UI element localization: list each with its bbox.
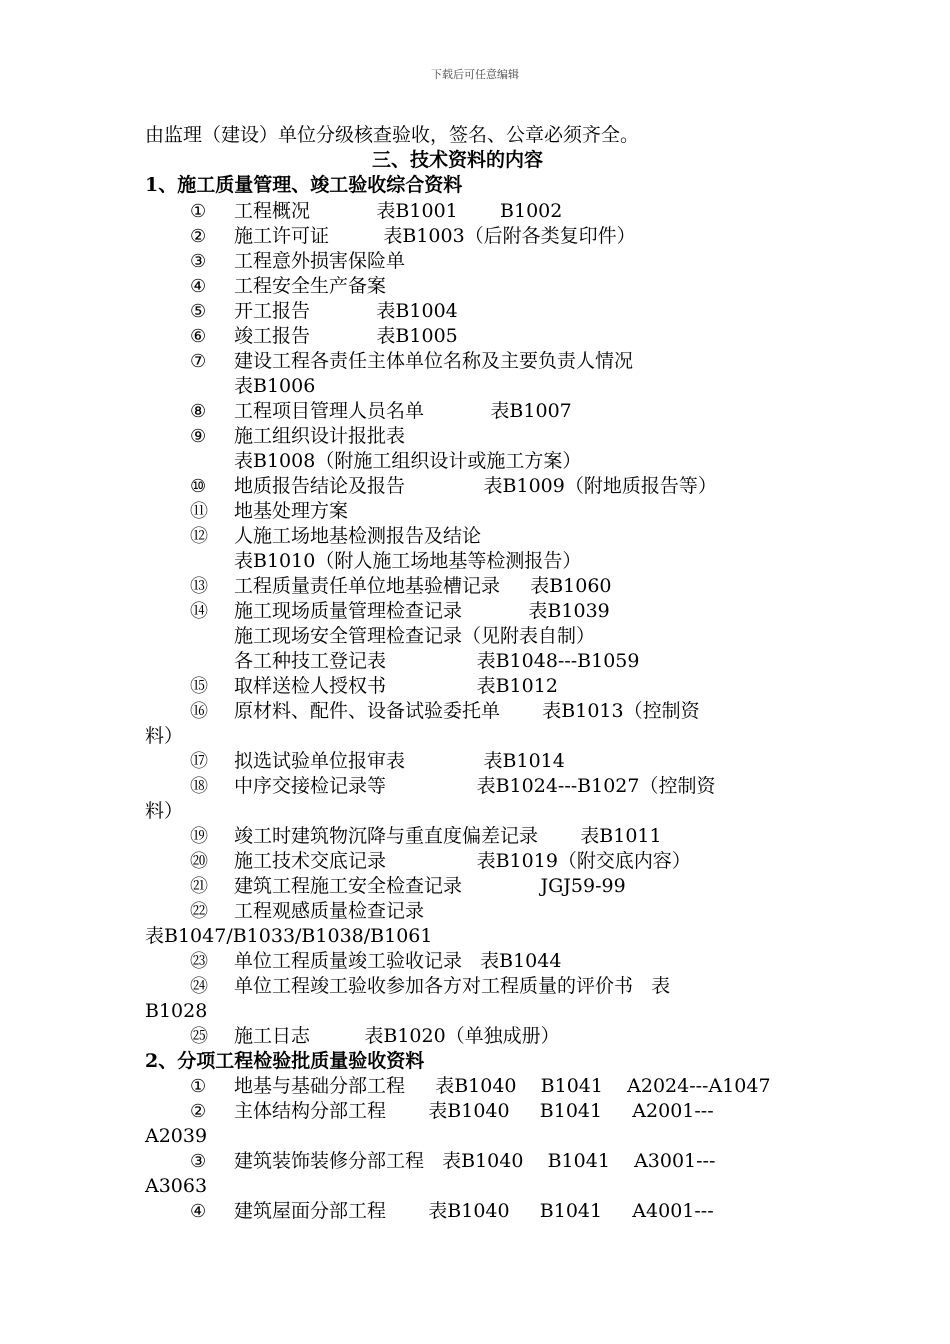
item-text: 工程质量责任单位地基验槽记录 表B1060 [234,575,612,597]
item-number: ⑲ [190,826,208,847]
intro-line: 由监理（建设）单位分级核查验收，签名、公章必须齐全。 [145,124,640,146]
item-text: 建筑装饰装修分部工程 表B1040 B1041 A3001--- [234,1150,716,1172]
item-number: ④ [190,276,207,297]
item-number: ⑳ [190,851,208,872]
item-text: 料） [145,725,184,747]
item-number: ⑦ [190,351,207,372]
item-number: ⑩ [190,476,207,497]
item-text: 地质报告结论及报告 表B1009（附地质报告等） [234,475,717,497]
item-text: 工程观感质量检查记录 [234,900,425,922]
item-number: ⑰ [190,751,208,772]
item-number: ⑭ [190,601,208,622]
item-text: 原材料、配件、设备试验委托单 表B1013（控制资 [234,700,700,722]
item-number: ① [190,1076,207,1097]
item-text: 建筑工程施工安全检查记录 JGJ59-99 [234,875,626,897]
item-number: ③ [190,1151,207,1172]
item-number: ㉒ [190,901,208,922]
item-text: B1028 [145,1000,208,1022]
item-text: 建筑屋面分部工程 表B1040 B1041 A4001--- [234,1200,714,1222]
item-text: 施工许可证 表B1003（后附各类复印件） [234,225,636,247]
section-2-heading: 2、分项工程检验批质量验收资料 [145,1050,425,1072]
item-text: 表B1010（附人施工场地基等检测报告） [234,550,582,572]
item-text: 竣工时建筑物沉降与重直度偏差记录 表B1011 [234,825,662,847]
item-text: 表B1006 [234,375,316,397]
item-text: 地基处理方案 [234,500,349,522]
item-text: A3063 [145,1175,208,1197]
item-number: ⑮ [190,676,208,697]
item-text: 单位工程质量竣工验收记录 表B1044 [234,950,562,972]
item-number: ① [190,201,207,222]
item-text: 工程意外损害保险单 [234,250,406,272]
item-text: 施工现场安全管理检查记录（见附表自制） [234,625,596,647]
item-text: 工程安全生产备案 [234,275,387,297]
item-text: 主体结构分部工程 表B1040 B1041 A2001--- [234,1100,714,1122]
item-text: 人施工场地基检测报告及结论 [234,525,482,547]
item-text: 中序交接检记录等 表B1024---B1027（控制资 [234,775,716,797]
item-text: 表B1047/B1033/B1038/B1061 [145,925,433,947]
item-text: 施工组织设计报批表 [234,425,406,447]
item-number: ② [190,1101,207,1122]
item-number: ⑧ [190,401,207,422]
item-number: ㉑ [190,876,208,897]
item-number: ⑨ [190,426,207,447]
item-number: ⑤ [190,301,207,322]
item-text: 单位工程竣工验收参加各方对工程质量的评价书 表 [234,975,671,997]
item-text: 工程概况 表B1001 B1002 [234,200,563,222]
item-number: ㉕ [190,1026,208,1047]
item-text: 竣工报告 表B1005 [234,325,458,347]
item-number: ③ [190,251,207,272]
item-text: A2039 [145,1125,208,1147]
item-number: ㉔ [190,976,208,997]
item-number: ② [190,226,207,247]
item-text: 开工报告 表B1004 [234,300,458,322]
item-text: 施工技术交底记录 表B1019（附交底内容） [234,850,691,872]
item-text: 施工现场质量管理检查记录 表B1039 [234,600,610,622]
item-text: 取样送检人授权书 表B1012 [234,675,558,697]
item-text: 各工种技工登记表 表B1048---B1059 [234,650,640,672]
item-number: ⑪ [190,501,208,522]
section-title: 三、技术资料的内容 [372,149,544,171]
item-text: 料） [145,800,184,822]
item-number: ⑱ [190,776,208,797]
item-number: ④ [190,1201,207,1222]
item-number: ⑥ [190,326,207,347]
item-number: ㉓ [190,951,208,972]
item-text: 施工日志 表B1020（单独成册） [234,1025,560,1047]
section-1-heading: 1、施工质量管理、竣工验收综合资料 [145,174,463,196]
item-number: ⑬ [190,576,208,597]
item-text: 表B1008（附施工组织设计或施工方案） [234,450,582,472]
item-text: 地基与基础分部工程 表B1040 B1041 A2024---A1047 [234,1075,771,1097]
item-number: ⑯ [190,701,208,722]
item-text: 建设工程各责任主体单位名称及主要负责人情况 [234,350,634,372]
item-text: 工程项目管理人员名单 表B1007 [234,400,572,422]
item-text: 拟选试验单位报审表 表B1014 [234,750,565,772]
page-header: 下载后可任意编辑 [431,68,519,81]
item-number: ⑫ [190,526,208,547]
